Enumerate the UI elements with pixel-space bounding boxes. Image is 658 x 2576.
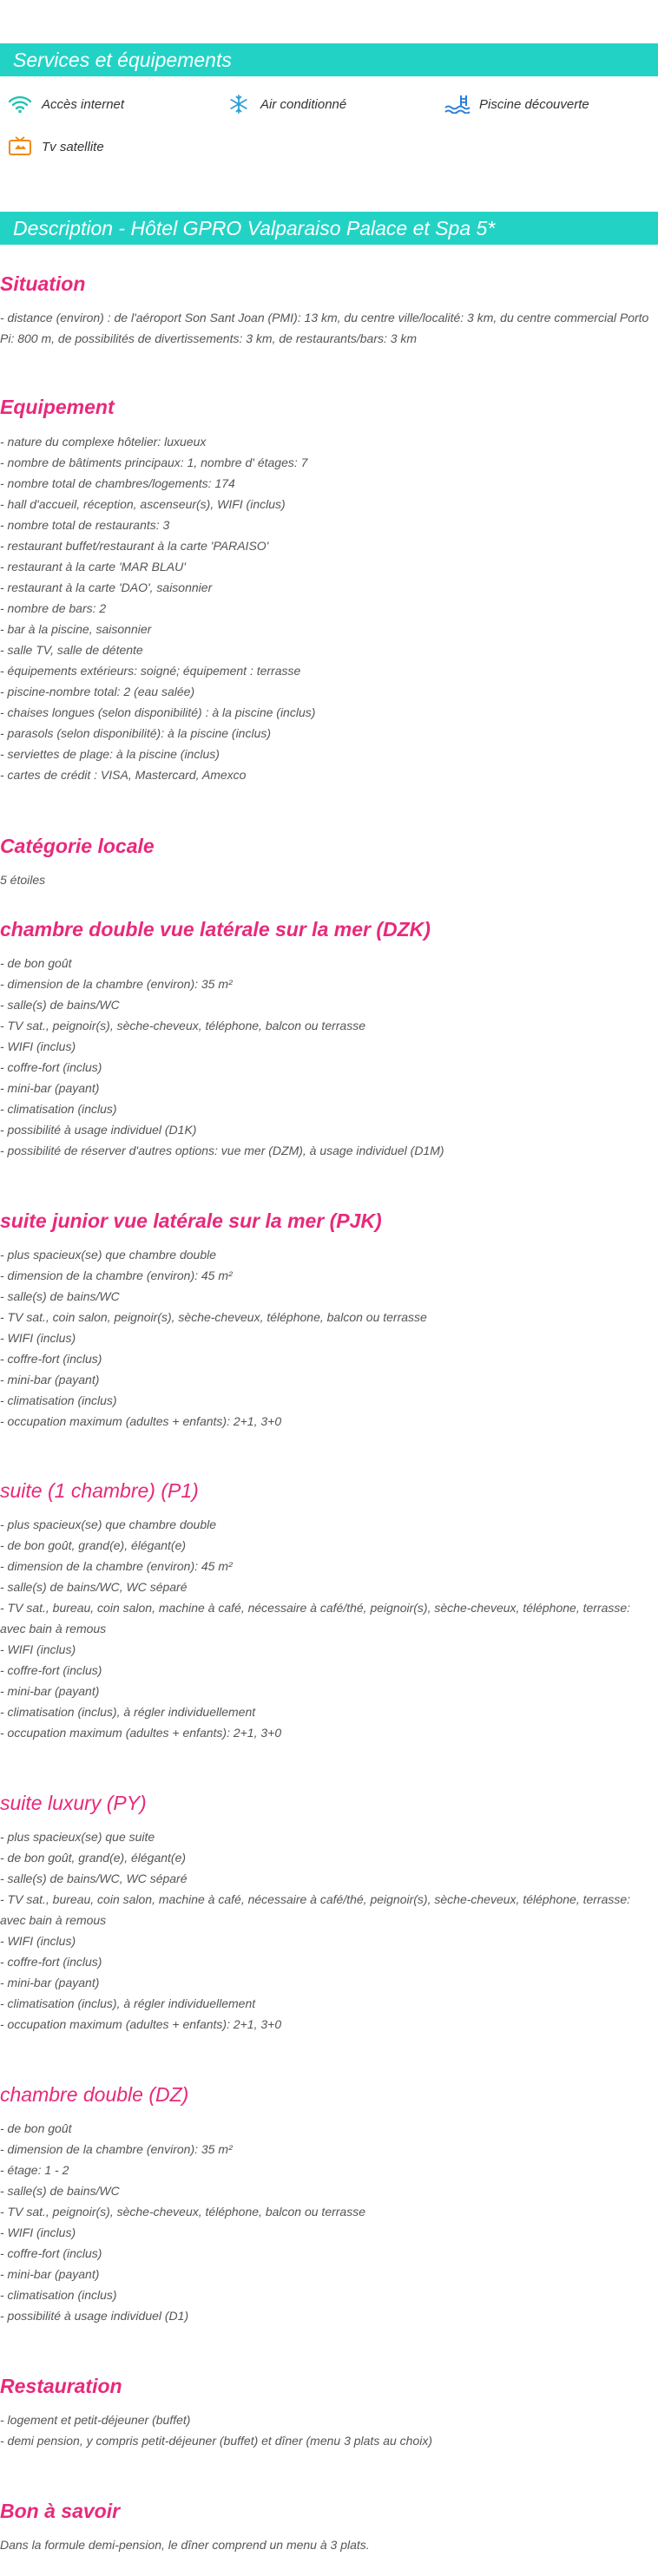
amenity-pool (444, 92, 589, 116)
list-item: - occupation maximum (adultes + enfants): 2+1, 3+0 (0, 1414, 282, 1428)
list-item: - nombre de bars: 2 (0, 601, 107, 615)
list-item: - TV sat., peignoir(s), sèche-cheveux, téléphone, balcon ou terrasse (0, 2205, 365, 2219)
list-item: - possibilité à usage individuel (D1K) (0, 1123, 197, 1137)
list-item: - coffre-fort (inclus) (0, 2246, 102, 2260)
amenity-label: Piscine découverte (479, 96, 589, 112)
list-item: - WIFI (inclus) (0, 1642, 76, 1656)
list-item: - mini-bar (payant) (0, 2267, 100, 2281)
list-item: - climatisation (inclus) (0, 1102, 117, 1116)
situation-text: - distance (environ) : de l'aéroport Son Sant Joan (PMI): 13 km, du centre ville/localité: 3 km, du centre commercial Porto Pi: 800 m, de possibilités de divertissements: 3 km, de restaurants/bars: 3 km (0, 311, 649, 345)
bon-a-savoir-text: Dans la formule demi-pension, le dîner comprend un menu à 3 plats. (0, 2538, 370, 2552)
list-item: - de bon goût, grand(e), élégant(e) (0, 1538, 187, 1552)
list-item: - restaurant buffet/restaurant à la carte 'PARAISO' (0, 539, 269, 553)
room-pjk-list (0, 1244, 656, 1432)
services-header (0, 43, 658, 76)
amenity-label: Accès internet (42, 96, 125, 112)
list-item: - TV sat., bureau, coin salon, machine à café, nécessaire à café/thé, peignoir(s), sèche-cheveux, téléphone, terrasse: avec bain à remous (0, 1892, 631, 1927)
list-item: - plus spacieux(se) que chambre double (0, 1248, 217, 1262)
room-pjk-heading: suite junior vue latérale sur la mer (PJK) (0, 1209, 382, 1232)
list-item: - cartes de crédit : VISA, Mastercard, Amexco (0, 768, 247, 782)
list-item: - WIFI (inclus) (0, 1039, 76, 1053)
situation-heading: Situation (0, 272, 86, 295)
categorie-text: 5 étoiles (0, 873, 46, 887)
list-item: - dimension de la chambre (environ): 35 m² (0, 977, 233, 991)
list-item: - coffre-fort (inclus) (0, 1955, 102, 1969)
room-py-heading: suite luxury (PY) (0, 1792, 147, 1814)
list-item: - climatisation (inclus), à régler individuellement (0, 1996, 256, 2010)
list-item: - salle(s) de bains/WC, WC séparé (0, 1871, 188, 1885)
list-item: - possibilité de réserver d'autres options: vue mer (DZM), à usage individuel (D1M) (0, 1144, 444, 1157)
list-item: - mini-bar (payant) (0, 1976, 100, 1989)
bon-a-savoir-heading: Bon à savoir (0, 2500, 121, 2522)
list-item: - étage: 1 - 2 (0, 2163, 69, 2177)
list-item: - équipements extérieurs: soigné; équipement : terrasse (0, 664, 301, 678)
list-item: - nombre total de restaurants: 3 (0, 518, 170, 532)
room-dzk-heading: chambre double vue latérale sur la mer (DZK) (0, 918, 431, 941)
amenity-label: Tv satellite (42, 139, 104, 154)
room-dz-list (0, 2118, 656, 2326)
list-item: - restaurant à la carte 'DAO', saisonnier (0, 580, 213, 594)
amenity-tv (7, 134, 104, 159)
equipement-heading: Equipement (0, 396, 115, 418)
list-item: - nombre total de chambres/logements: 174 (0, 476, 235, 490)
list-item: - hall d'accueil, réception, ascenseur(s), WIFI (inclus) (0, 497, 286, 511)
description-title: Description - Hôtel GPRO Valparaiso Palace et Spa 5* (13, 217, 496, 239)
list-item: - TV sat., bureau, coin salon, machine à café, nécessaire à café/thé, peignoir(s), sèche-cheveux, téléphone, terrasse: avec bain à remous (0, 1601, 631, 1635)
list-item: - nombre de bâtiments principaux: 1, nombre d' étages: 7 (0, 456, 308, 469)
categorie-heading: Catégorie locale (0, 835, 155, 857)
list-item: - de bon goût, grand(e), élégant(e) (0, 1851, 187, 1865)
restauration-heading: Restauration (0, 2375, 122, 2397)
list-item: - climatisation (inclus), à régler individuellement (0, 1705, 256, 1719)
list-item: - chaises longues (selon disponibilité) : à la piscine (inclus) (0, 705, 316, 719)
tv-icon (7, 136, 33, 157)
list-item: - piscine-nombre total: 2 (eau salée) (0, 685, 195, 698)
list-item: - demi pension, y compris petit-déjeuner (buffet) et dîner (menu 3 plats au choix) (0, 2434, 433, 2448)
list-item: - coffre-fort (inclus) (0, 1060, 102, 1074)
room-py-list (0, 1826, 656, 2035)
list-item: - serviettes de plage: à la piscine (inclus) (0, 747, 220, 761)
wifi-icon (7, 94, 33, 115)
list-item: - salle(s) de bains/WC (0, 998, 120, 1012)
room-p1-list (0, 1514, 656, 1743)
room-p1-heading: suite (1 chambre) (P1) (0, 1479, 199, 1502)
list-item: - WIFI (inclus) (0, 1934, 76, 1948)
list-item: - dimension de la chambre (environ): 35 m² (0, 2142, 233, 2156)
list-item: - mini-bar (payant) (0, 1373, 100, 1386)
list-item: - possibilité à usage individuel (D1) (0, 2309, 189, 2323)
pool-icon (444, 94, 470, 115)
list-item: - TV sat., peignoir(s), sèche-cheveux, téléphone, balcon ou terrasse (0, 1019, 365, 1032)
list-item: - salle TV, salle de détente (0, 643, 143, 657)
list-item: - salle(s) de bains/WC, WC séparé (0, 1580, 188, 1594)
list-item: - de bon goût (0, 2121, 72, 2135)
list-item: - occupation maximum (adultes + enfants): 2+1, 3+0 (0, 1726, 282, 1740)
list-item: - salle(s) de bains/WC (0, 1289, 120, 1303)
list-item: - dimension de la chambre (environ): 45 m² (0, 1268, 233, 1282)
list-item: - parasols (selon disponibilité): à la piscine (inclus) (0, 726, 272, 740)
list-item: - climatisation (inclus) (0, 2288, 117, 2302)
list-item: - bar à la piscine, saisonnier (0, 622, 152, 636)
room-dzk-list (0, 953, 656, 1161)
amenity-internet (7, 92, 124, 116)
snowflake-icon (226, 94, 252, 115)
room-dz-heading: chambre double (DZ) (0, 2083, 189, 2106)
amenity-air-conditioning (226, 92, 346, 116)
equipement-list (0, 431, 656, 785)
list-item: - coffre-fort (inclus) (0, 1352, 102, 1366)
description-header (0, 212, 658, 245)
amenity-label: Air conditionné (260, 96, 347, 112)
list-item: - logement et petit-déjeuner (buffet) (0, 2413, 191, 2427)
list-item: - salle(s) de bains/WC (0, 2184, 120, 2198)
list-item: - mini-bar (payant) (0, 1684, 100, 1698)
list-item: - de bon goût (0, 956, 72, 970)
list-item: - WIFI (inclus) (0, 1331, 76, 1345)
list-item: - TV sat., coin salon, peignoir(s), sèche-cheveux, téléphone, balcon ou terrasse (0, 1310, 427, 1324)
list-item: - plus spacieux(se) que suite (0, 1830, 155, 1844)
services-title: Services et équipements (13, 49, 232, 71)
restauration-list (0, 2409, 656, 2451)
list-item: - dimension de la chambre (environ): 45 m² (0, 1559, 233, 1573)
list-item: - nature du complexe hôtelier: luxueux (0, 435, 207, 449)
list-item: - plus spacieux(se) que chambre double (0, 1517, 217, 1531)
list-item: - mini-bar (payant) (0, 1081, 100, 1095)
list-item: - occupation maximum (adultes + enfants): 2+1, 3+0 (0, 2017, 282, 2031)
list-item: - coffre-fort (inclus) (0, 1663, 102, 1677)
list-item: - restaurant à la carte 'MAR BLAU' (0, 560, 186, 574)
list-item: - WIFI (inclus) (0, 2225, 76, 2239)
list-item: - climatisation (inclus) (0, 1393, 117, 1407)
